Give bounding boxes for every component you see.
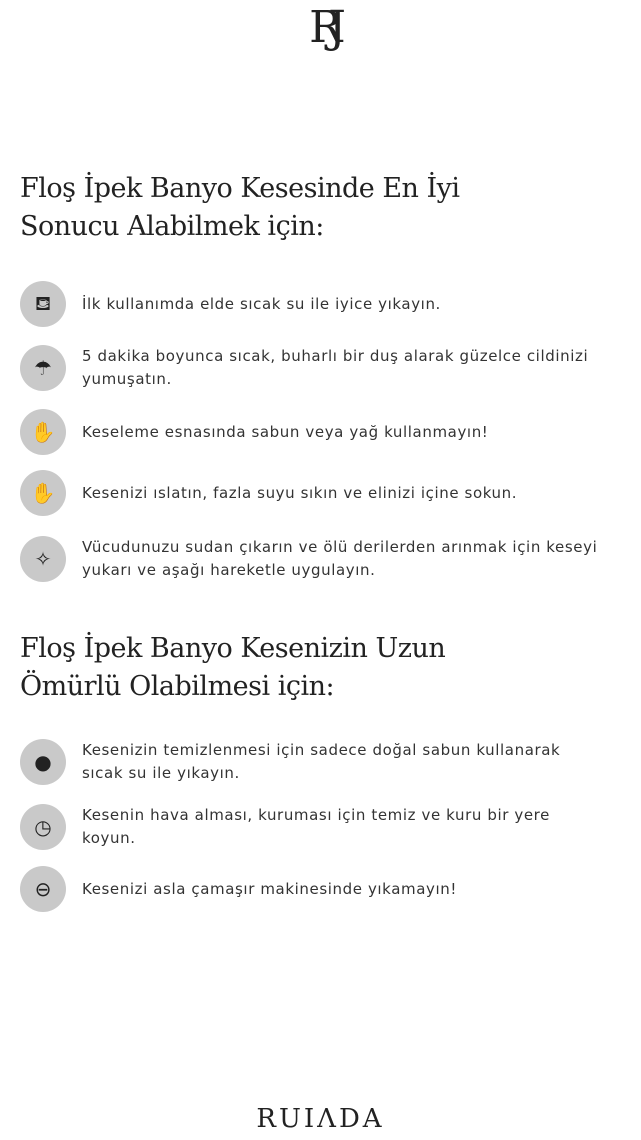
title-line: Sonucu Alabilmek için: bbox=[20, 211, 324, 242]
list-item bbox=[20, 804, 552, 850]
item-text: 5 dakika boyunca sıcak, buharlı bir duş alarak güzelce cildinizi yumuşatın. bbox=[82, 347, 589, 388]
brand-logo: RJ bbox=[309, 2, 332, 53]
list-item bbox=[20, 739, 562, 785]
item-text: Vücudunuzu sudan çıkarın ve ölü derilerden arınmak için keseyi yukarı ve aşağı hareketle uygulayın. bbox=[82, 538, 598, 579]
item-text: Kesenizi ıslatın, fazla suyu sıkın ve elinizi içine sokun. bbox=[82, 483, 518, 502]
clock-icon: ◷ bbox=[20, 804, 66, 850]
scrub-icon: ✧ bbox=[20, 536, 66, 582]
soap-icon: ● bbox=[20, 739, 66, 785]
item-text: Keseleme esnasında sabun veya yağ kullanmayın! bbox=[82, 422, 489, 441]
list-item bbox=[20, 866, 622, 912]
list-item bbox=[20, 470, 622, 516]
item-text: İlk kullanımda elde sıcak su ile iyice yıkayın. bbox=[82, 294, 441, 313]
title-line: Floş İpek Banyo Kesenizin Uzun bbox=[20, 633, 446, 664]
item-text: Kesenizin temizlenmesi için sadece doğal sabun kullanarak sıcak su ile yıkayın. bbox=[82, 741, 561, 782]
list-item bbox=[20, 536, 627, 582]
title-line: Ömürlü Olabilmesi için: bbox=[20, 671, 335, 702]
brand-wordmark: RUIΛDA bbox=[256, 1104, 385, 1134]
item-text: Kesenin hava alması, kuruması için temiz ve kuru bir yere koyun. bbox=[82, 806, 550, 847]
hand-wash-icon: ⛾ bbox=[20, 281, 66, 327]
section1-title bbox=[20, 170, 460, 246]
section2-title bbox=[20, 630, 445, 706]
glove-icon: ✋ bbox=[20, 409, 66, 455]
wet-glove-icon: ✋ bbox=[20, 470, 66, 516]
list-item bbox=[20, 345, 612, 391]
shower-icon: ☂ bbox=[20, 345, 66, 391]
no-washing-machine-icon: ⊖ bbox=[20, 866, 66, 912]
list-item bbox=[20, 409, 622, 455]
item-text: Kesenizi asla çamaşır makinesinde yıkamayın! bbox=[82, 879, 457, 898]
title-line: Floş İpek Banyo Kesesinde En İyi bbox=[20, 173, 460, 204]
list-item bbox=[20, 281, 622, 327]
